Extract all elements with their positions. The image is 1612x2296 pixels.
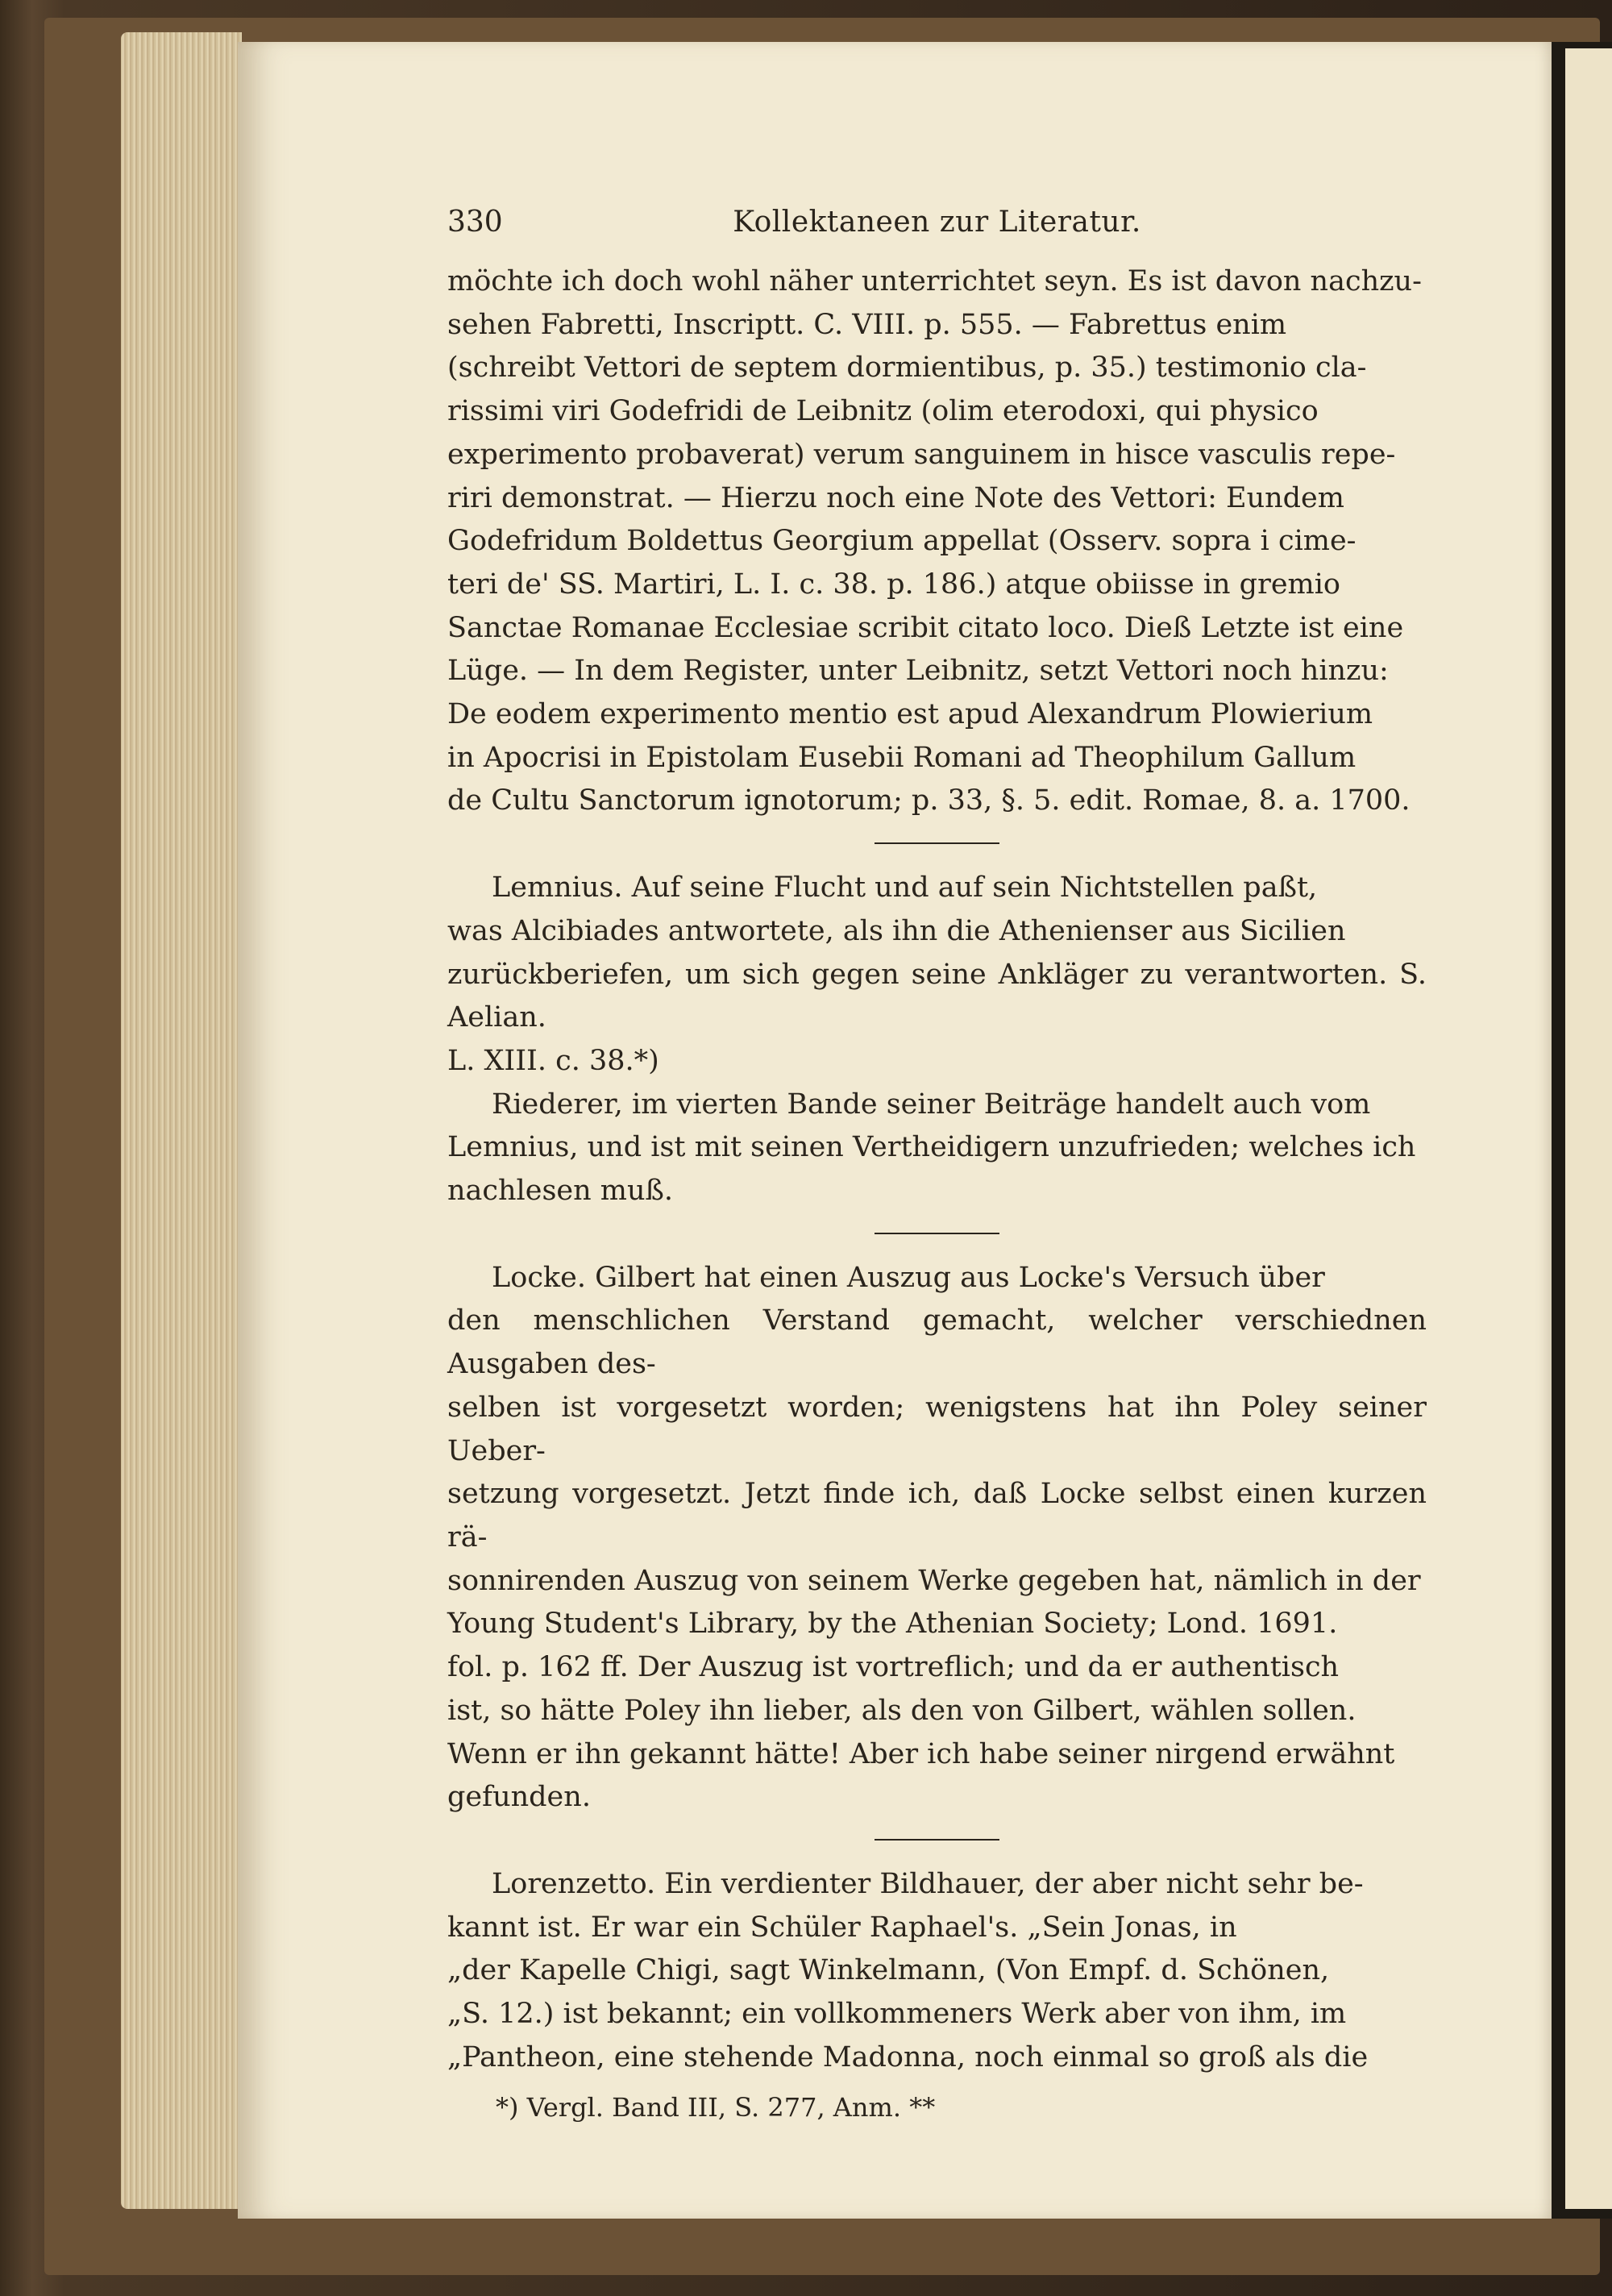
running-title: Kollektaneen zur Literatur. <box>733 206 1141 239</box>
facing-page-edge <box>1565 48 1612 2209</box>
text-line: „Pantheon, eine stehende Madonna, noch einmal so groß als die <box>447 2040 1369 2073</box>
text-line: gefunden. <box>447 1781 591 1814</box>
section-lorenzetto <box>447 1863 1427 2080</box>
text-line: Locke. Gilbert hat einen Auszug aus Locke's Versuch über <box>492 1261 1325 1294</box>
text-line: „der Kapelle Chigi, sagt Winkelmann, (Von Empf. d. Schönen, <box>447 1954 1330 1987</box>
text-line: de Cultu Sanctorum ignotorum; p. 33, §. 5. edit. Romae, 8. a. 1700. <box>447 784 1410 817</box>
text-line: teri de' SS. Martiri, L. I. c. 38. p. 186.) atque obiisse in gremio <box>447 568 1340 601</box>
section-divider <box>875 1233 999 1234</box>
text-line: L. XIII. c. 38.*) <box>447 1044 659 1077</box>
text-line: zurückberiefen, um sich gegen seine Ankläger zu verantworten. S. Aelian. <box>447 958 1427 1034</box>
text-line: „S. 12.) ist bekannt; ein vollkommeners Werk aber von ihm, im <box>447 1998 1347 2031</box>
text-line: Lüge. — In dem Register, unter Leibnitz, setzt Vettori noch hinzu: <box>447 655 1389 688</box>
text-line: sehen Fabretti, Inscriptt. C. VIII. p. 555. — Fabrettus enim <box>447 308 1287 341</box>
page-number: 330 <box>447 206 503 239</box>
text-line: Lorenzetto. Ein verdienter Bildhauer, der aber nicht sehr be- <box>492 1867 1364 1900</box>
running-header <box>447 206 1427 254</box>
text-line: kannt ist. Er war ein Schüler Raphael's. „Sein Jonas, in <box>447 1911 1237 1944</box>
footnote: *) Vergl. Band III, S. 277, Anm. ** <box>496 2092 936 2123</box>
text-line: rissimi viri Godefridi de Leibnitz (olim eterodoxi, qui physico <box>447 395 1319 428</box>
section-divider <box>875 842 999 844</box>
text-line: selben ist vorgesetzt worden; wenigstens hat ihn Poley seiner Ueber- <box>447 1391 1427 1467</box>
text-line: was Alcibiades antwortete, als ihn die Athenienser aus Sicilien <box>447 914 1346 947</box>
text-line: möchte ich doch wohl näher unterrichtet seyn. Es ist davon nachzu- <box>447 265 1422 297</box>
text-line: (schreibt Vettori de septem dormientibus, p. 35.) testimonio cla- <box>447 351 1367 385</box>
text-line: sonnirenden Auszug von seinem Werke gegeben hat, nämlich in der <box>447 1564 1421 1597</box>
text-line: fol. p. 162 ff. Der Auszug ist vortreflich; und da er authentisch <box>447 1651 1340 1684</box>
text-line: Riederer, im vierten Bande seiner Beiträge handelt auch vom <box>492 1088 1371 1121</box>
section-locke <box>447 1257 1427 1820</box>
page-content <box>447 206 1427 2128</box>
page-edges <box>121 32 242 2209</box>
text-line: Wenn er ihn gekannt hätte! Aber ich habe seiner nirgend erwähnt <box>447 1737 1395 1770</box>
text-line: Godefridum Boldettus Georgium appellat (Osserv. sopra i cime- <box>447 525 1356 558</box>
text-line: setzung vorgesetzt. Jetzt finde ich, daß Locke selbst einen kurzen rä- <box>447 1478 1427 1554</box>
text-line: nachlesen muß. <box>447 1175 674 1208</box>
text-line: riri demonstrat. — Hierzu noch eine Note des Vettori: Eundem <box>447 481 1344 514</box>
section-leibnitz <box>447 260 1427 823</box>
text-line: De eodem experimento mentio est apud Alexandrum Plowierium <box>447 698 1373 731</box>
text-line: ist, so hätte Poley ihn lieber, als den von Gilbert, wählen sollen. <box>447 1694 1356 1727</box>
text-line: Lemnius, und ist mit seinen Vertheidigern unzufrieden; welches ich <box>447 1131 1416 1164</box>
text-line: Sanctae Romanae Ecclesiae scribit citato loco. Dieß Letzte ist eine <box>447 611 1404 644</box>
section-lemnius <box>447 867 1427 1213</box>
text-line: experimento probaverat) verum sanguinem in hisce vasculis repe- <box>447 438 1396 471</box>
section-divider <box>875 1839 999 1841</box>
text-line: den menschlichen Verstand gemacht, welcher verschiednen Ausgaben des- <box>447 1304 1427 1381</box>
text-line: Lemnius. Auf seine Flucht und auf sein Nichtstellen paßt, <box>492 871 1318 905</box>
text-line: in Apocrisi in Epistolam Eusebii Romani ad Theophilum Gallum <box>447 741 1356 774</box>
text-line: Young Student's Library, by the Athenian Society; Lond. 1691. <box>447 1608 1338 1641</box>
